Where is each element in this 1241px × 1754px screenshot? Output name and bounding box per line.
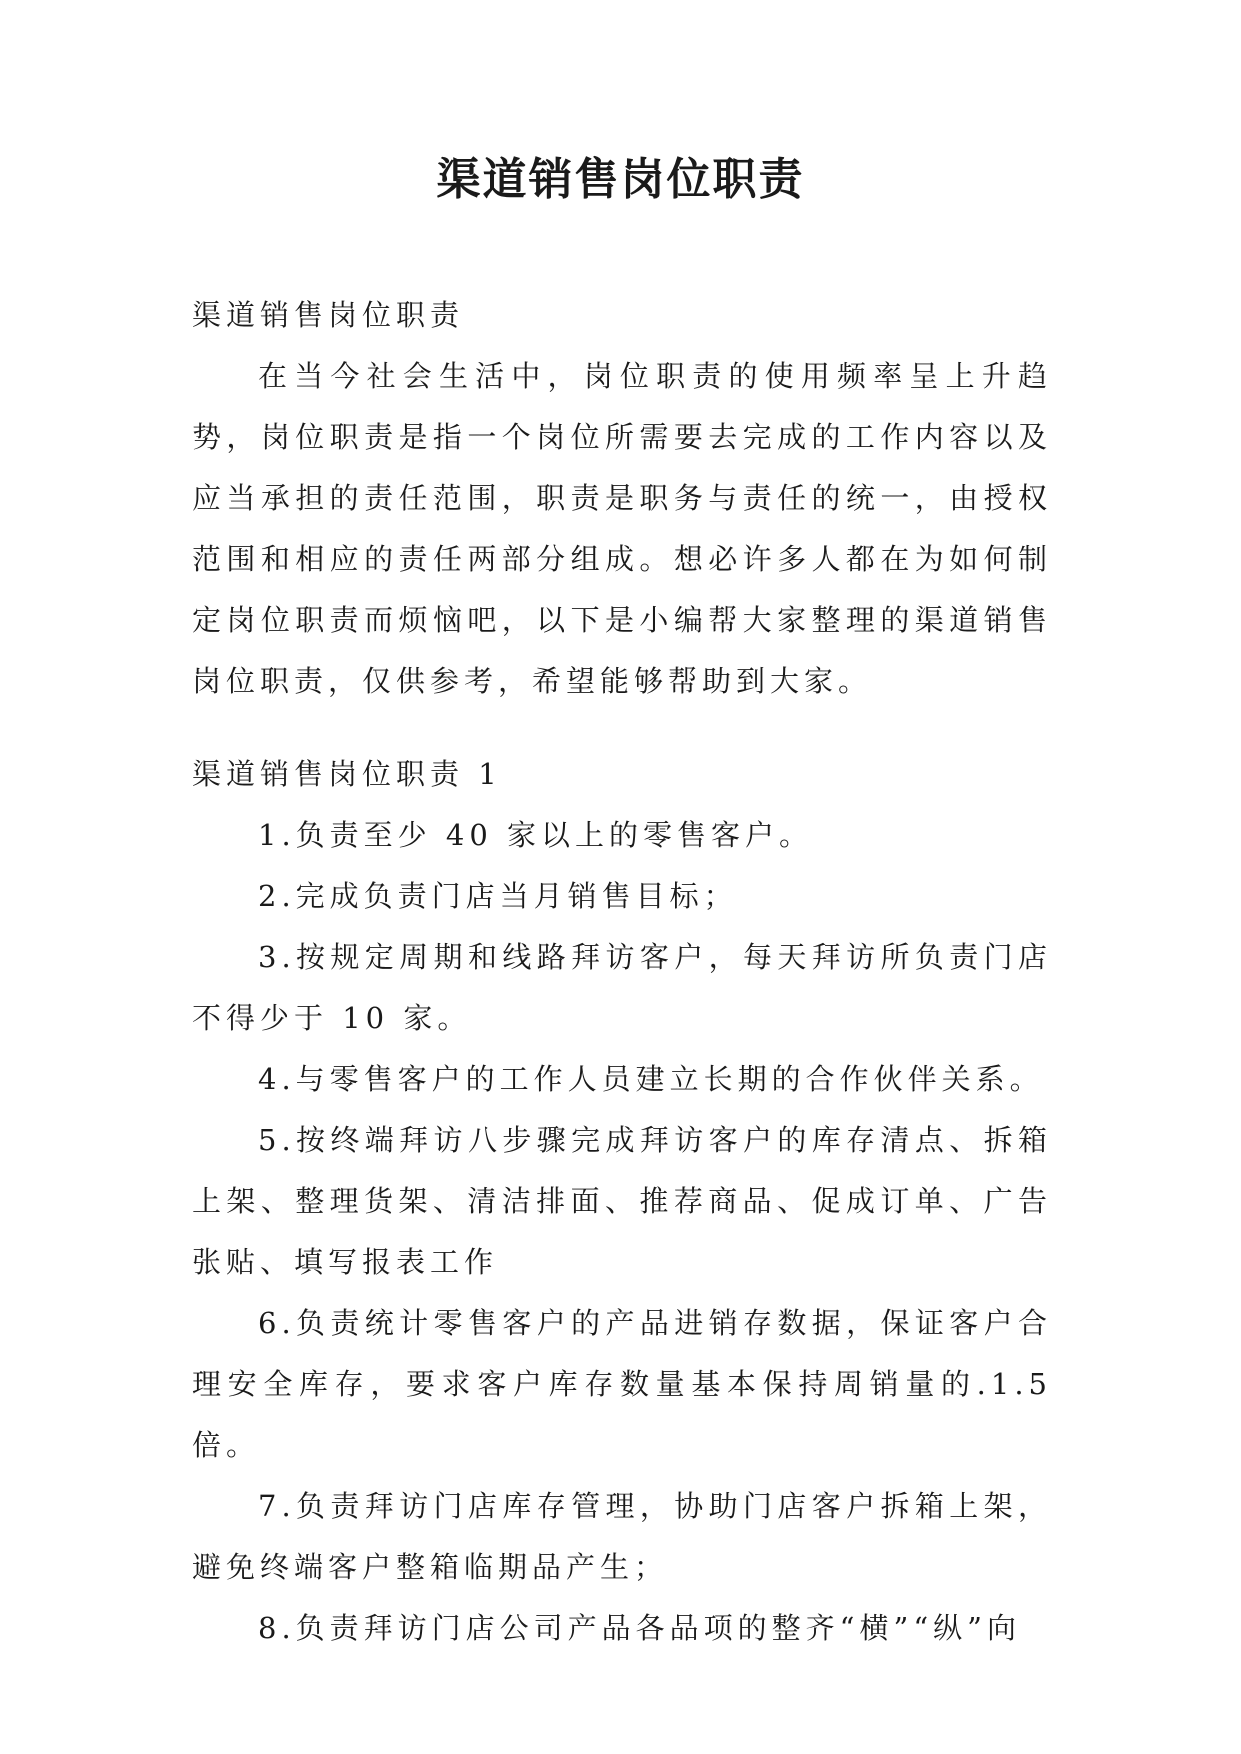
duty-item-3: 3.按规定周期和线路拜访客户，每天拜访所负责门店不得少于 10 家。 (192, 940, 1052, 1035)
duty-item-2: 2.完成负责门店当月销售目标； (258, 879, 738, 913)
document-body (192, 285, 1052, 1659)
document-title: 渠道销售岗位职责 (436, 154, 805, 205)
duty-item-1: 1.负责至少 40 家以上的零售客户。 (258, 818, 814, 852)
section-heading: 渠道销售岗位职责 1 (192, 757, 502, 791)
duty-item-5: 5.按终端拜访八步骤完成拜访客户的库存清点、拆箱上架、整理货架、清洁排面、推荐商品、促成订单、广告张贴、填写报表工作 (192, 1123, 1052, 1279)
document-subtitle: 渠道销售岗位职责 (192, 298, 465, 332)
duty-item-4: 4.与零售客户的工作人员建立长期的合作伙伴关系。 (258, 1062, 1044, 1096)
duty-item-7: 7.负责拜访门店库存管理，协助门店客户拆箱上架，避免终端客户整箱临期品产生； (192, 1489, 1052, 1584)
intro-paragraph: 在当今社会生活中，岗位职责的使用频率呈上升趋势，岗位职责是指一个岗位所需要去完成的工作内容以及应当承担的责任范围，职责是职务与责任的统一，由授权范围和相应的责任两部分组成。想必许多人都在为如何制定岗位职责而烦恼吧，以下是小编帮大家整理的渠道销售岗位职责，仅供参考，希望能够帮助到大家。 (192, 359, 1052, 698)
duty-item-6: 6.负责统计零售客户的产品进销存数据，保证客户合理安全库存，要求客户库存数量基本保持周销量的.1.5 倍。 (192, 1306, 1052, 1462)
duty-item-8: 8.负责拜访门店公司产品各品项的整齐“横”“纵”向 (258, 1611, 1021, 1645)
